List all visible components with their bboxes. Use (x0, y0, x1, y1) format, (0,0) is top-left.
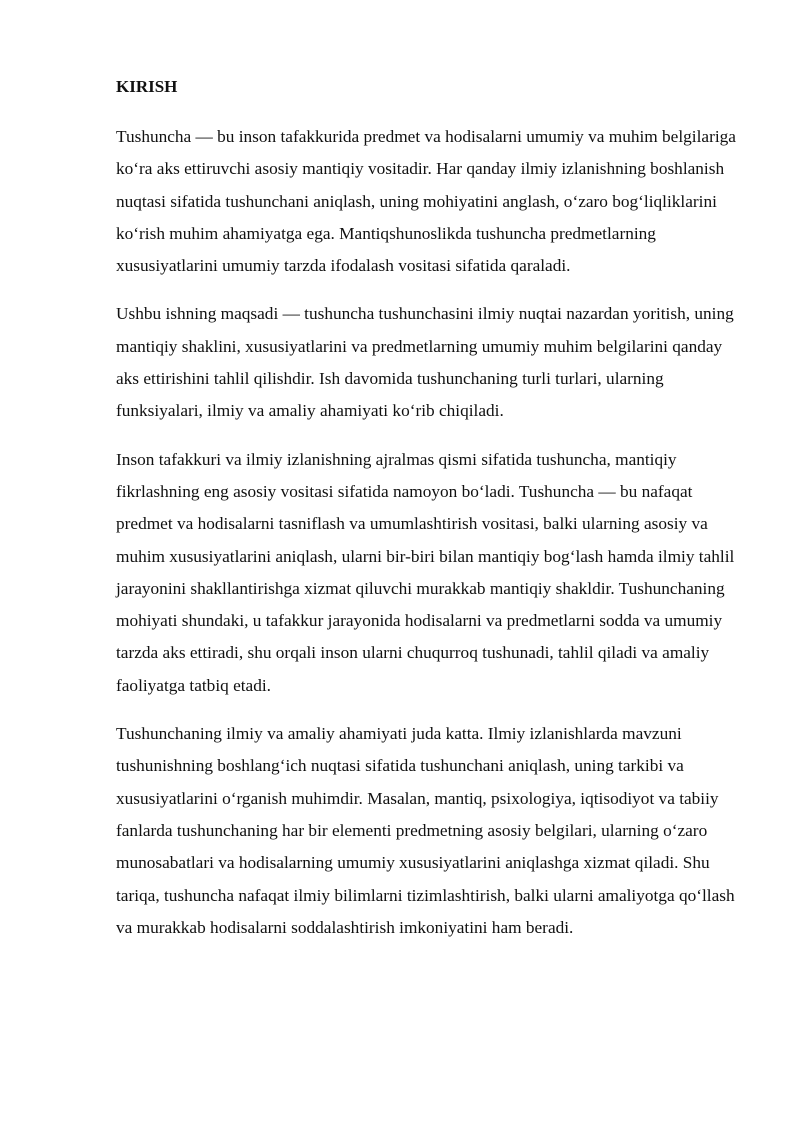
paragraph-significance: Tushunchaning ilmiy va amaliy ahamiyati juda katta. Ilmiy izlanishlarda mavzuni tushunishning boshlang‘ich nuqtasi sifatida tushunchani aniqlash, uning tarkibi va xususiyatlarini o‘rganish muhimdir. Masalan, mantiq, psixologiya, iqtisodiyot va tabiiy fanlarda tushunchaning har bir elementi predmetning asosiy belgilari, ularning o‘zaro munosabatlari va hodisalarning umumiy xususiyatlarini aniqlashga xizmat qiladi. Shu tariqa, tushuncha nafaqat ilmiy bilimlarni tizimlashtirish, balki ularni amaliyotga qo‘llash va murakkab hodisalarni soddalashtirish imkoniyatini ham beradi. (116, 724, 735, 937)
paragraph-thinking: Inson tafakkuri va ilmiy izlanishning ajralmas qismi sifatida tushuncha, mantiqiy fikrlashning eng asosiy vositasi sifatida namoyon bo‘ladi. Tushuncha — bu nafaqat predmet va hodisalarni tasniflash va umumlashtirish vositasi, balki ularning asosiy va muhim xususiyatlarini aniqlash, ularni bir-biri bilan mantiqiy bog‘lash hamda ilmiy tahlil jarayonini shakllantirishga xizmat qiluvchi murakkab mantiqiy shakldir. Tushunchaning mohiyati shundaki, u tafakkur jarayonida hodisalarni va predmetlarni sodda va umumiy tarzda aks ettiradi, shu orqali inson ularni chuqurroq tushunadi, tahlil qiladi va amaliy faoliyatga tatbiq etadi. (116, 449, 735, 695)
section-heading: KIRISH (116, 77, 178, 96)
document-body (116, 76, 744, 960)
paragraph-intro: Tushuncha — bu inson tafakkurida predmet va hodisalarni umumiy va muhim belgilariga ko‘ra aks ettiruvchi asosiy mantiqiy vositadir. Har qanday ilmiy izlanishning boshlanish nuqtasi sifatida tushunchani aniqlash, uning mohiyatini anglash, o‘zaro bog‘liqliklarini ko‘rish muhim ahamiyatga ega. Mantiqshunoslikda tushuncha predmetlarning xususiyatlarini umumiy tarzda ifodalash vositasi sifatida qaraladi. (116, 127, 736, 276)
paragraph-purpose: Ushbu ishning maqsadi — tushuncha tushunchasini ilmiy nuqtai nazardan yoritish, uning mantiqiy shaklini, xususiyatlarini va predmetlarning umumiy muhim belgilarini qanday aks ettirishini tahlil qilishdir. Ish davomida tushunchaning turli turlari, ularning funksiyalari, ilmiy va amaliy ahamiyati ko‘rib chiqiladi. (116, 304, 734, 421)
